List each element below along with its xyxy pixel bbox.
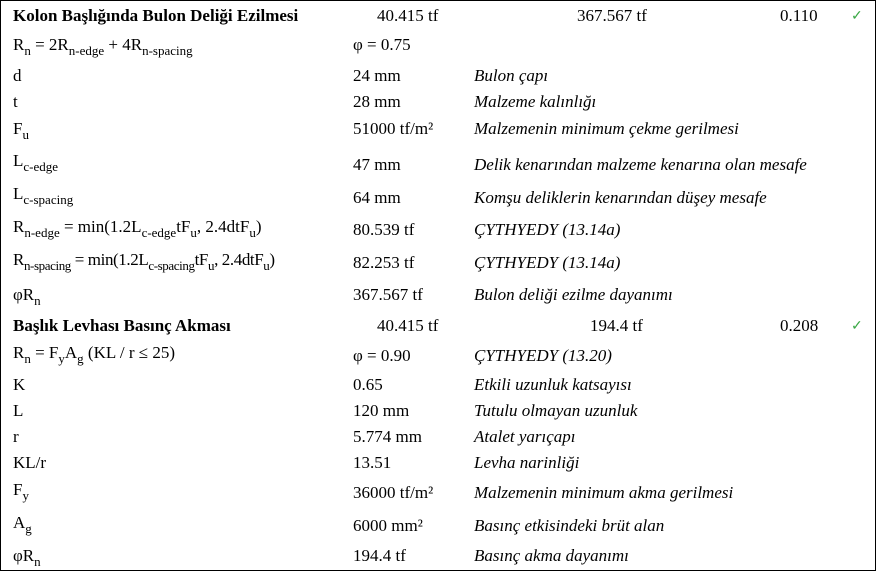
value: 367.567 tf (353, 285, 423, 304)
symbol: L (13, 401, 24, 420)
value: 120 mm (353, 401, 410, 420)
symbol: KL/r (13, 453, 47, 472)
symbol: $R_n = 2R_{n-edge} + 4R_{n-spacing}$ (13, 35, 193, 58)
description: Delik kenarından malzeme kenarına olan mesafe (474, 155, 807, 174)
section1-ratio: 0.110 (780, 6, 818, 25)
description: Malzemenin minimum akma gerilmesi (474, 483, 734, 502)
value: φ = 0.90 (353, 346, 411, 365)
symbol: $\varphi R_n$ (13, 546, 41, 569)
symbol: $A_g$ (13, 513, 32, 536)
description: Basınç etkisindeki brüt alan (474, 516, 665, 535)
section1-check-icon: ✓ (851, 9, 863, 24)
symbol: t (13, 92, 18, 111)
description: Levha narinliği (474, 453, 580, 472)
description: Bulon çapı (474, 66, 549, 85)
description: Bulon deliği ezilme dayanımı (474, 285, 673, 304)
symbol: $\varphi R_n$ (13, 285, 41, 308)
description: ÇYTHYEDY (13.20) (474, 346, 612, 365)
description: Malzeme kalınlığı (474, 92, 597, 111)
value: 13.51 (353, 453, 392, 472)
value: 24 mm (353, 66, 401, 85)
value: 194.4 tf (353, 546, 406, 565)
value: 64 mm (353, 188, 401, 207)
description: Malzemenin minimum çekme gerilmesi (474, 119, 739, 138)
description: Tutulu olmayan uzunluk (474, 401, 638, 420)
section1-title: Kolon Başlığında Bulon Deliği Ezilmesi (13, 6, 299, 25)
symbol: $R_{n-edge} = \min(1.2L_{c-edge}tF_u$, 2.4dtF$_u$) (13, 217, 262, 240)
symbol: $F_y$ (13, 480, 29, 503)
section1-capacity: 367.567 tf (577, 6, 647, 25)
symbol: K (13, 375, 26, 394)
symbol: d (13, 66, 22, 85)
description: ÇYTHYEDY (13.14a) (474, 220, 621, 239)
section2-capacity: 194.4 tf (590, 316, 643, 335)
symbol: $R_{n-spacing} = \min(1.2L_{c-spacing}tF_u$, 2.4dtF$_u$) (13, 250, 275, 273)
value: 5.774 mm (353, 427, 422, 446)
value: 28 mm (353, 92, 401, 111)
section2-ratio: 0.208 (780, 316, 819, 335)
section2-demand: 40.415 tf (377, 316, 439, 335)
symbol: $F_u$ (13, 119, 29, 142)
description: Basınç akma dayanımı (474, 546, 629, 565)
symbol: $R_n = F_yA_g$ (KL / r ≤ 25) (13, 343, 175, 366)
symbol: $L_{c-spacing}$ (13, 184, 74, 207)
description: Atalet yarıçapı (474, 427, 576, 446)
section2-title: Başlık Levhası Basınç Akması (13, 316, 231, 335)
value: φ = 0.75 (353, 35, 411, 54)
description: ÇYTHYEDY (13.14a) (474, 253, 621, 272)
value: 6000 mm² (353, 516, 423, 535)
value: 0.65 (353, 375, 383, 394)
value: 36000 tf/m² (353, 483, 434, 502)
description: Komşu deliklerin kenarından düşey mesafe (474, 188, 767, 207)
symbol: r (13, 427, 19, 446)
section1-demand: 40.415 tf (377, 6, 439, 25)
description: Etkili uzunluk katsayısı (474, 375, 632, 394)
value: 51000 tf/m² (353, 119, 434, 138)
value: 80.539 tf (353, 220, 415, 239)
value: 47 mm (353, 155, 401, 174)
value: 82.253 tf (353, 253, 415, 272)
symbol: $L_{c-edge}$ (13, 151, 59, 174)
section2-check-icon: ✓ (851, 319, 863, 334)
